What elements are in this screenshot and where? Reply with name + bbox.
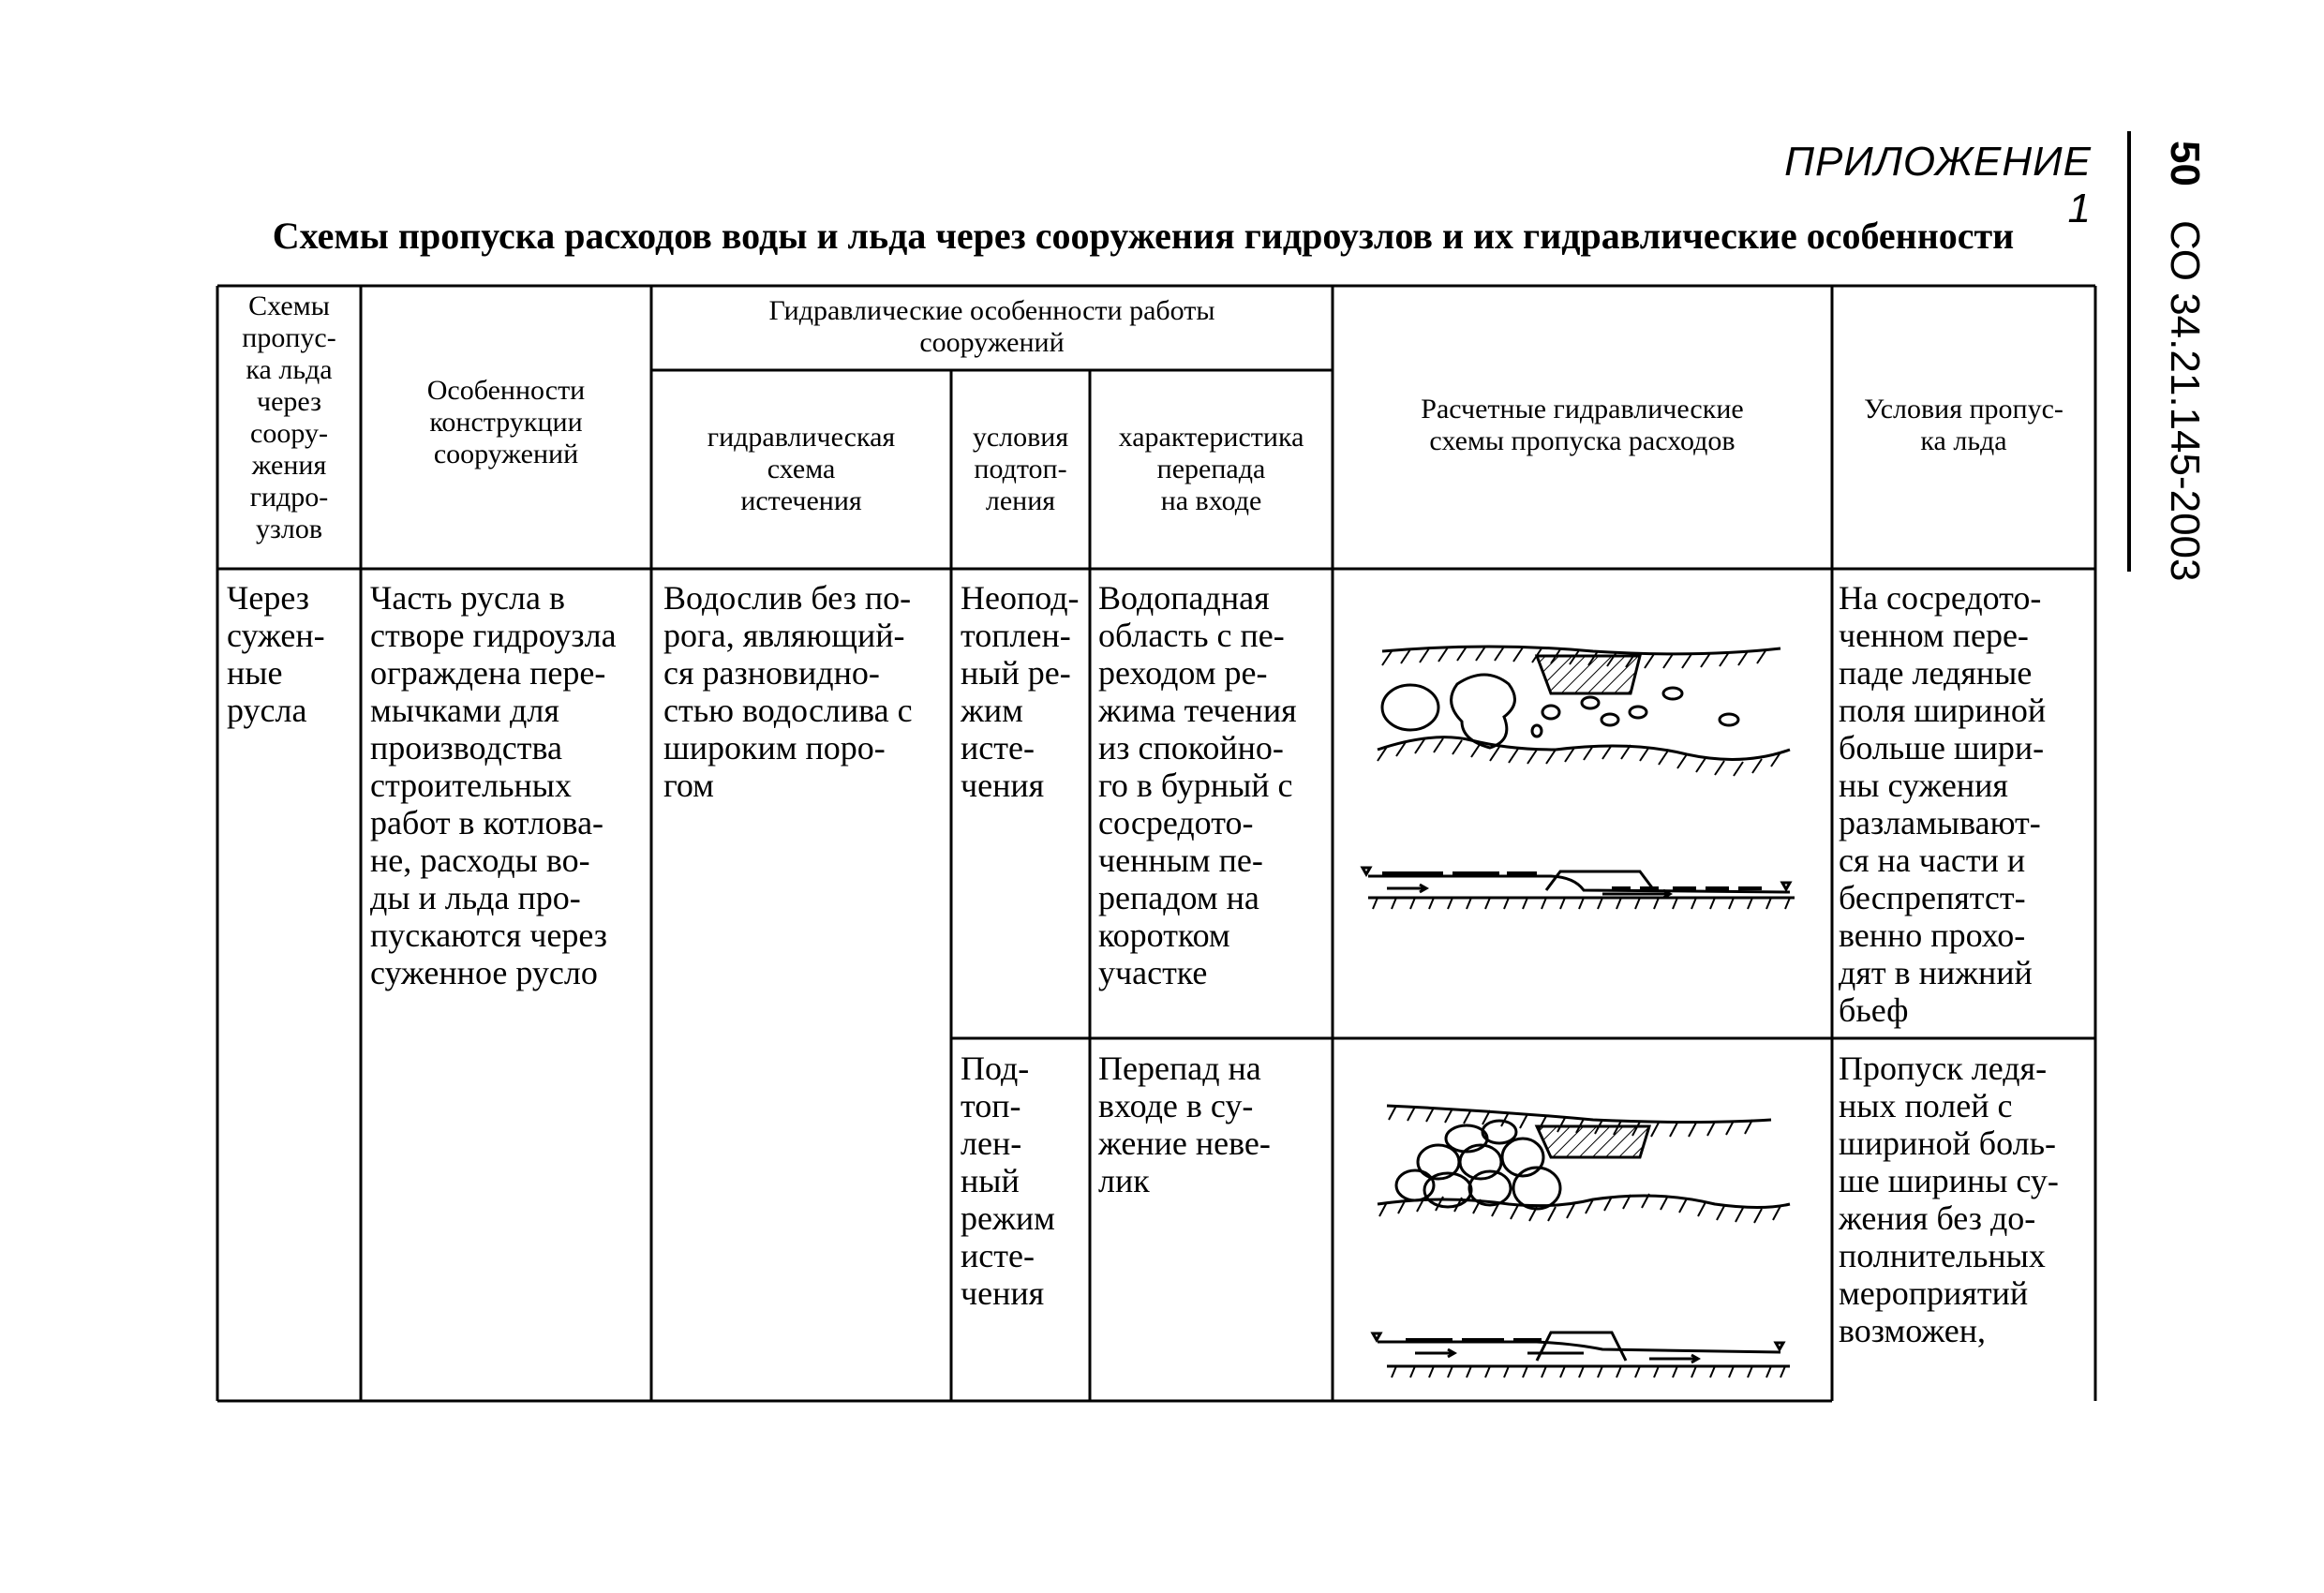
header-flow-scheme: гидравлическая схема истечения	[707, 422, 896, 516]
cell-drop-a: Водопадная область с пе- реходом ре- жима течения из спокойно- го в бурный с сосредото- ченным пе- репадом на коротком участке	[1098, 579, 1297, 991]
cell-conditions-a: Неопод- топлен- ный ре- жим исте- чения	[961, 579, 1080, 804]
header-calc-schemes: Расчетные гидравлические схемы пропуска расходов	[1421, 394, 1744, 456]
header-construction: Особенности конструкции сооружений	[426, 375, 586, 469]
document-code: СО 34.21.145-2003	[2162, 219, 2208, 582]
header-conditions: условия подтоп- ления	[972, 422, 1069, 516]
header-drop: характеристика перепада на входе	[1118, 422, 1304, 516]
diagram-submerged	[1349, 1068, 1818, 1396]
cell-flow-scheme: Водослив без по- рога, являющий- ся разновидно- стью водослива с широким поро- гом	[663, 579, 913, 804]
header-scheme: Схемы пропус- ка льда через соору- жения гидро- узлов	[242, 290, 336, 544]
appendix-label: ПРИЛОЖЕНИЕ 1	[1784, 139, 2092, 231]
diagram-unsubmerged	[1349, 600, 1818, 975]
cell-ice-b: Пропуск ледя- ных полей с шириной боль- ше ширины су- жения без до- полнительных мероприятий возможен,	[1839, 1050, 2059, 1349]
header-ice-conditions: Условия пропус- ка льда	[1864, 394, 2063, 456]
cell-conditions-b: Под- топ- лен- ный режим исте- чения	[961, 1050, 1055, 1312]
cell-ice-a: На сосредото- ченном пере- паде ледяные поля шириной больше шири- ны сужения разламывают- ся на части и беспрепятст- венно прохо- дят в нижний бьеф	[1839, 579, 2047, 1029]
cell-drop-b: Перепад на входе в су- жение неве- лик	[1098, 1050, 1271, 1199]
page-title: Схемы пропуска расходов воды и льда через сооружения гидроузлов и их гидравлические особенности	[272, 215, 2015, 257]
cell-construction: Часть русла в створе гидроузла ограждена пере- мычками для производства строительных работ в котлова- не, расходы во- ды и льда про- пускаются через суженное русло	[370, 579, 617, 991]
page-number: 50	[2162, 141, 2208, 186]
header-hydraulic-group: Гидравлические особенности работы сооружений	[768, 295, 1215, 358]
cell-scheme: Через сужен- ные русла	[227, 579, 325, 729]
